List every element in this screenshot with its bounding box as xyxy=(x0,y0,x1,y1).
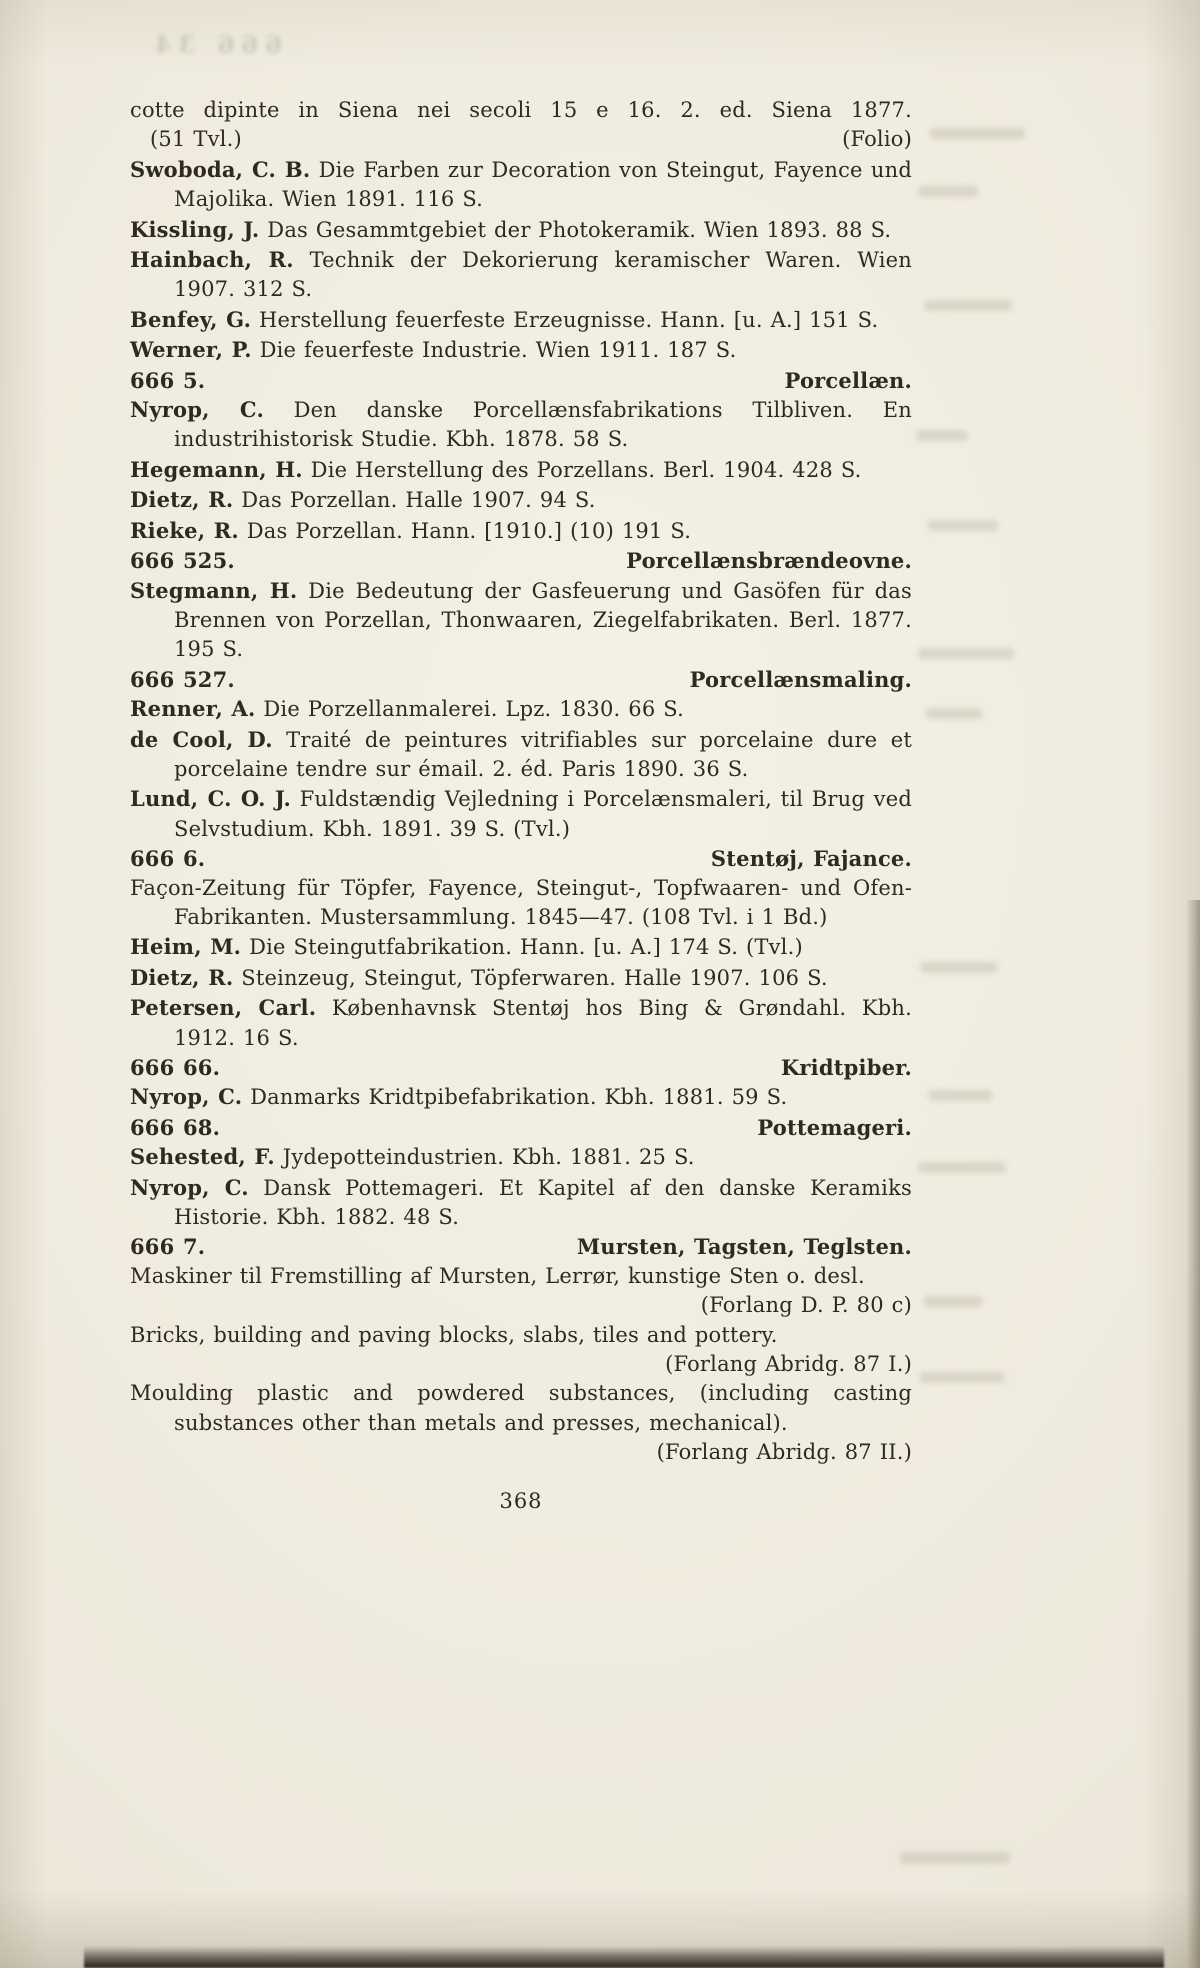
bibliography-entry: Swoboda, C. B. Die Farben zur Decoration von Steingut, Fayence und Majolika. Wien 1891. 116 S. xyxy=(130,156,912,212)
scan-edge-shadow-right xyxy=(1186,900,1200,1968)
section-title: Porcellænsbrændeovne. xyxy=(626,548,912,574)
bleed-through-text: 666 34 xyxy=(148,30,282,59)
section-number: 666 6. xyxy=(130,846,206,872)
bibliography-entry: Renner, A. Die Porzellanmalerei. Lpz. 1830. 66 S. xyxy=(130,696,684,722)
entry-author: Stegmann, H. xyxy=(130,577,298,603)
page-number: 368 xyxy=(499,1488,543,1513)
section-title: Stentøj, Fajance. xyxy=(710,846,912,872)
entry-author: Renner, A. xyxy=(130,696,256,722)
bibliography-entry: Maskiner til Fremstilling af Mursten, Lerrør, kunstige Sten o. desl. xyxy=(130,1263,865,1288)
scan-edge-shadow-bottom xyxy=(84,1946,1164,1968)
section-heading xyxy=(130,1232,912,1261)
bibliography-entry: Lund, C. O. J. Fuldstændig Vejledning i Porcelænsmaleri, til Brug ved Selvstudium. Kbh. 1891. 39 S. (Tvl.) xyxy=(130,786,912,841)
bleed-through-mark xyxy=(900,1852,1010,1864)
bibliography-entry: Heim, M. Die Steingutfabrikation. Hann. [u. A.] 174 S. (Tvl.) xyxy=(130,934,803,960)
bibliography-entry: Nyrop, C. Danmarks Kridtpibefabrikation. Kbh. 1881. 59 S. xyxy=(130,1084,788,1110)
bibliography-entry: Benfey, G. Herstellung feuerfeste Erzeugnisse. Hann. [u. A.] 151 S. xyxy=(130,306,879,332)
section-heading xyxy=(130,366,912,395)
bibliography-entry: Moulding plastic and powdered substances, (including casting substances other than metals and presses, mechanical). xyxy=(130,1381,912,1435)
entry-author: Sehested, F. xyxy=(130,1144,275,1170)
bleed-through-mark xyxy=(918,186,978,197)
bleed-through-mark xyxy=(924,300,1012,311)
bleed-through-mark xyxy=(924,1296,982,1307)
bibliography-entry: Sehested, F. Jydepotteindustrien. Kbh. 1881. 25 S. xyxy=(130,1144,695,1170)
bleed-through-mark xyxy=(928,520,998,531)
bibliography-entry: Façon-Zeitung für Töpfer, Fayence, Steingut-, Topfwaaren- und Ofen-Fabrikanten. Mustersammlung. 1845—47. (108 Tvl. i 1 Bd.) xyxy=(130,875,912,929)
section-heading xyxy=(130,1053,912,1082)
bibliography-entry: Dietz, R. Steinzeug, Steingut, Töpferwaren. Halle 1907. 106 S. xyxy=(130,964,828,990)
entry-author: Nyrop, C. xyxy=(130,1084,243,1110)
section-number: 666 5. xyxy=(130,367,206,393)
bleed-through-mark xyxy=(920,1372,1004,1383)
bleed-through-mark xyxy=(916,430,968,441)
section-heading xyxy=(130,665,912,694)
bleed-through-mark xyxy=(926,708,982,719)
entry-author: Heim, M. xyxy=(130,934,242,960)
section-number: 666 525. xyxy=(130,548,235,574)
section-number: 666 66. xyxy=(130,1055,221,1080)
reference-note: (Forlang Abridg. 87 I.) xyxy=(665,1352,912,1377)
bibliography-entry: Rieke, R. Das Porzellan. Hann. [1910.] (10) 191 S. xyxy=(130,517,692,543)
section-title: Porcellænsmaling. xyxy=(689,666,912,692)
section-title: Kridtpiber. xyxy=(780,1055,912,1080)
reference-note: (Forlang D. P. 80 c) xyxy=(700,1293,912,1318)
entry-continuation-line xyxy=(130,125,912,154)
entry-author: Nyrop, C. xyxy=(130,397,264,423)
bibliography-entry: de Cool, D. Traité de peintures vitrifiables sur porcelaine dure et porcelaine tendre sur émail. 2. éd. Paris 1890. 36 S. xyxy=(130,726,912,781)
bibliography-list xyxy=(130,96,912,1468)
section-title: Porcellæn. xyxy=(784,367,912,393)
entry-author: Hainbach, R. xyxy=(130,247,294,273)
bibliography-entry: Hegemann, H. Die Herstellung des Porzellans. Berl. 1904. 428 S. xyxy=(130,456,862,482)
bibliography-entry: Werner, P. Die feuerfeste Industrie. Wien 1911. 187 S. xyxy=(130,337,737,363)
entry-author: Rieke, R. xyxy=(130,517,239,543)
bleed-through-mark xyxy=(928,1090,992,1101)
section-number: 666 527. xyxy=(130,666,235,692)
entry-author: Hegemann, H. xyxy=(130,456,303,482)
entry-author: Benfey, G. xyxy=(130,306,252,332)
entry-author: Nyrop, C. xyxy=(130,1174,249,1200)
entry-author: Swoboda, C. B. xyxy=(130,156,311,182)
format-note: (Folio) xyxy=(842,127,912,152)
bleed-through-mark xyxy=(918,648,1014,659)
section-heading xyxy=(130,1113,912,1142)
section-heading xyxy=(130,844,912,873)
bibliography-entry: Nyrop, C. Dansk Pottemageri. Et Kapitel af den danske Keramiks Historie. Kbh. 1882. 48 S. xyxy=(130,1174,912,1230)
entry-continuation: cotte dipinte in Siena nei secoli 15 e 16. 2. ed. Siena 1877. xyxy=(130,98,912,122)
entry-author: Dietz, R. xyxy=(130,487,234,513)
section-number: 666 7. xyxy=(130,1234,206,1260)
entry-author: Petersen, Carl. xyxy=(130,995,317,1021)
section-number: 666 68. xyxy=(130,1114,221,1140)
bibliography-entry: Bricks, building and paving blocks, slabs, tiles and pottery. xyxy=(130,1322,778,1347)
bleed-through-mark xyxy=(918,1162,1006,1173)
bibliography-entry: Stegmann, H. Die Bedeutung der Gasfeuerung und Gasöfen für das Brennen von Porzellan, Thonwaaren, Ziegelfabrikaten. Berl. 1877. 195 S. xyxy=(130,577,912,662)
plate-count-note: (51 Tvl.) xyxy=(150,127,242,152)
reference-note: (Forlang Abridg. 87 II.) xyxy=(656,1440,912,1465)
entry-author: Kissling, J. xyxy=(130,216,260,242)
bibliography-entry: Kissling, J. Das Gesammtgebiet der Photokeramik. Wien 1893. 88 S. xyxy=(130,216,892,242)
bibliography-content xyxy=(130,96,912,1516)
bibliography-entry: Dietz, R. Das Porzellan. Halle 1907. 94 S. xyxy=(130,487,596,513)
bibliography-entry: Petersen, Carl. Københavnsk Stentøj hos Bing & Grøndahl. Kbh. 1912. 16 S. xyxy=(130,995,912,1050)
section-title: Mursten, Tagsten, Teglsten. xyxy=(576,1234,912,1260)
entry-author: Lund, C. O. J. xyxy=(130,786,291,812)
section-heading xyxy=(130,546,912,575)
bibliography-entry: Hainbach, R. Technik der Dekorierung keramischer Waren. Wien 1907. 312 S. xyxy=(130,247,913,302)
section-title: Pottemageri. xyxy=(757,1114,912,1140)
entry-author: de Cool, D. xyxy=(130,726,273,752)
bleed-through-mark xyxy=(930,128,1025,139)
bibliography-entry: Nyrop, C. Den danske Porcellænsfabrikations Tilbliven. En industrihistorisk Studie. Kbh. 1878. 58 S. xyxy=(130,397,912,452)
bleed-through-mark xyxy=(920,962,998,973)
entry-author: Werner, P. xyxy=(130,337,252,363)
entry-author: Dietz, R. xyxy=(130,964,234,990)
